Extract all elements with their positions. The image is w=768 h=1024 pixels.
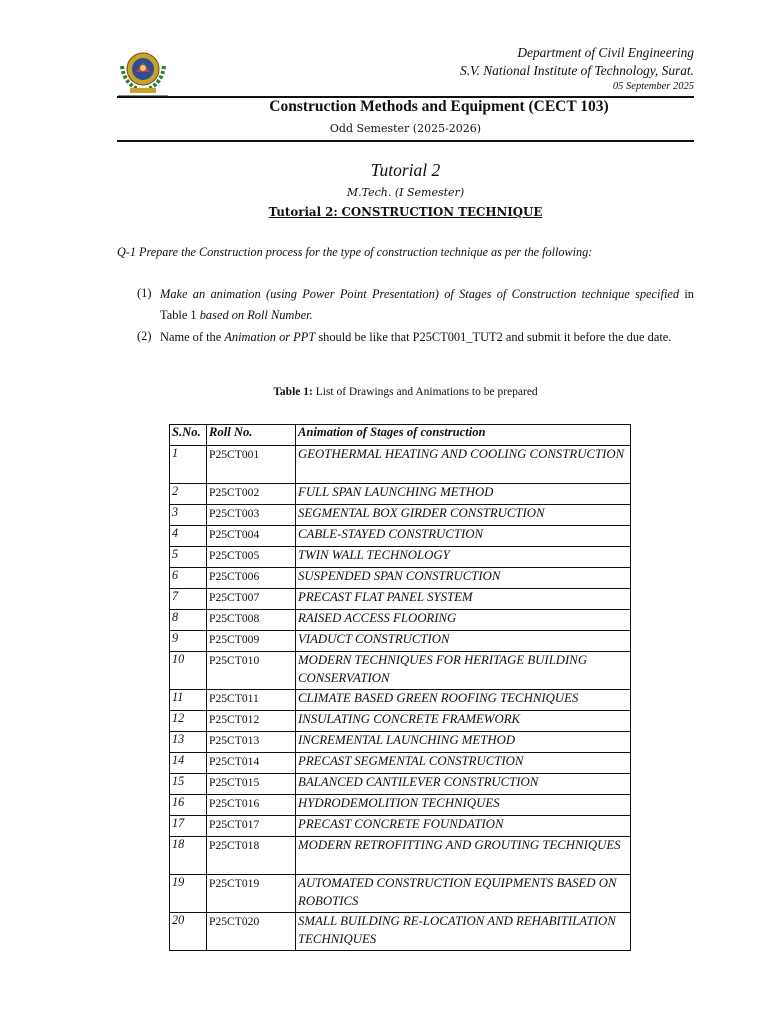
document-date: 05 September 2025 — [612, 81, 694, 92]
cell-roll: P25CT012 — [207, 711, 296, 732]
cell-sno: 18 — [170, 837, 207, 875]
cell-roll: P25CT016 — [207, 795, 296, 816]
cell-animation: CLIMATE BASED GREEN ROOFING TECHNIQUES — [296, 690, 631, 711]
cell-sno: 11 — [170, 690, 207, 711]
cell-roll: P25CT009 — [207, 631, 296, 652]
tutorial-heading-main: CONSTRUCTION TECHNIQUE — [341, 205, 543, 219]
cell-roll: P25CT004 — [207, 526, 296, 547]
table-row — [170, 547, 631, 568]
item-2-text — [160, 327, 694, 348]
cell-sno: 16 — [170, 795, 207, 816]
cell-roll: P25CT003 — [207, 505, 296, 526]
table-row — [170, 711, 631, 732]
header-animation: Animation of Stages of construction — [296, 425, 631, 446]
table-row — [170, 446, 631, 484]
tutorial-heading-prefix: Tutorial 2: — [268, 205, 338, 219]
tutorial-title: Tutorial 2 — [370, 160, 441, 180]
cell-roll: P25CT013 — [207, 732, 296, 753]
table-row — [170, 610, 631, 631]
cell-roll: P25CT001 — [207, 446, 296, 484]
cell-animation: TWIN WALL TECHNOLOGY — [296, 547, 631, 568]
cell-roll: P25CT002 — [207, 484, 296, 505]
course-title: Construction Methods and Equipment (CECT 103) — [269, 98, 609, 115]
cell-animation: PRECAST SEGMENTAL CONSTRUCTION — [296, 753, 631, 774]
cell-animation: SUSPENDED SPAN CONSTRUCTION — [296, 568, 631, 589]
cell-sno: 15 — [170, 774, 207, 795]
item-1-part-b: in Table 1 — [160, 287, 694, 322]
cell-sno: 1 — [170, 446, 207, 484]
table-row — [170, 505, 631, 526]
svnit-emblem-icon — [116, 44, 170, 98]
department-block — [380, 44, 694, 94]
table-row — [170, 652, 631, 690]
cell-animation: CABLE-STAYED CONSTRUCTION — [296, 526, 631, 547]
cell-sno: 4 — [170, 526, 207, 547]
cell-sno: 19 — [170, 875, 207, 913]
header-rule-bottom — [117, 140, 694, 142]
cell-sno: 7 — [170, 589, 207, 610]
table-header-row — [170, 425, 631, 446]
cell-sno: 20 — [170, 913, 207, 951]
table-row — [170, 875, 631, 913]
cell-animation: RAISED ACCESS FLOORING — [296, 610, 631, 631]
cell-roll: P25CT018 — [207, 837, 296, 875]
cell-roll: P25CT006 — [207, 568, 296, 589]
cell-animation: INCREMENTAL LAUNCHING METHOD — [296, 732, 631, 753]
item-2-part-a: Name of the — [160, 330, 225, 344]
cell-animation: FULL SPAN LAUNCHING METHOD — [296, 484, 631, 505]
cell-animation: PRECAST CONCRETE FOUNDATION — [296, 816, 631, 837]
item-1-number: (1) — [137, 286, 152, 300]
cell-roll: P25CT019 — [207, 875, 296, 913]
cell-animation: BALANCED CANTILEVER CONSTRUCTION — [296, 774, 631, 795]
table-row — [170, 837, 631, 875]
item-2-part-b: Animation or PPT — [224, 330, 316, 344]
table-row — [170, 732, 631, 753]
table-caption-text: List of Drawings and Animations to be prepared — [312, 386, 538, 398]
table-row — [170, 484, 631, 505]
cell-sno: 2 — [170, 484, 207, 505]
question-1: Q-1 Prepare the Construction process for the type of construction technique as per the following: — [117, 245, 593, 259]
header-sno: S.No. — [170, 425, 207, 446]
cell-roll: P25CT005 — [207, 547, 296, 568]
header-roll: Roll No. — [207, 425, 296, 446]
table-row — [170, 795, 631, 816]
animations-table — [169, 424, 631, 951]
cell-roll: P25CT015 — [207, 774, 296, 795]
cell-roll: P25CT007 — [207, 589, 296, 610]
cell-roll: P25CT014 — [207, 753, 296, 774]
cell-sno: 6 — [170, 568, 207, 589]
cell-roll: P25CT020 — [207, 913, 296, 951]
cell-animation: PRECAST FLAT PANEL SYSTEM — [296, 589, 631, 610]
cell-sno: 10 — [170, 652, 207, 690]
cell-roll: P25CT017 — [207, 816, 296, 837]
cell-sno: 13 — [170, 732, 207, 753]
tutorial-heading — [117, 205, 694, 219]
cell-animation: MODERN RETROFITTING AND GROUTING TECHNIQUES — [296, 837, 631, 875]
cell-animation: INSULATING CONCRETE FRAMEWORK — [296, 711, 631, 732]
cell-animation: GEOTHERMAL HEATING AND COOLING CONSTRUCTION — [296, 446, 631, 484]
cell-sno: 12 — [170, 711, 207, 732]
item-2-part-c: should be like that P25CT001_TUT2 and submit it before the due date. — [315, 330, 672, 344]
institute-name: S.V. National Institute of Technology, Surat. — [460, 63, 694, 78]
semester-label: Odd Semester (2025-2026) — [329, 122, 482, 135]
table-caption — [117, 386, 694, 398]
table-row — [170, 816, 631, 837]
cell-animation: SEGMENTAL BOX GIRDER CONSTRUCTION — [296, 505, 631, 526]
table-row — [170, 568, 631, 589]
item-2-number: (2) — [137, 329, 152, 343]
cell-sno: 3 — [170, 505, 207, 526]
table-row — [170, 913, 631, 951]
table-row — [170, 753, 631, 774]
cell-sno: 5 — [170, 547, 207, 568]
item-1-text — [160, 284, 694, 326]
department-name: Department of Civil Engineering — [517, 45, 694, 60]
cell-animation: MODERN TECHNIQUES FOR HERITAGE BUILDING CONSERVATION — [296, 652, 631, 690]
program-label: M.Tech. (I Semester) — [346, 186, 465, 199]
cell-animation: AUTOMATED CONSTRUCTION EQUIPMENTS BASED ON ROBOTICS — [296, 875, 631, 913]
item-1-part-c: based on Roll Number. — [199, 308, 313, 322]
cell-sno: 17 — [170, 816, 207, 837]
cell-roll: P25CT011 — [207, 690, 296, 711]
cell-animation: VIADUCT CONSTRUCTION — [296, 631, 631, 652]
table-caption-label: Table 1: — [273, 386, 313, 398]
cell-animation: HYDRODEMOLITION TECHNIQUES — [296, 795, 631, 816]
cell-sno: 9 — [170, 631, 207, 652]
table-row — [170, 526, 631, 547]
item-1-part-a: Make an animation (using Power Point Presentation) of Stages of Construction technique specified — [160, 287, 680, 301]
cell-animation: SMALL BUILDING RE-LOCATION AND REHABITILATION TECHNIQUES — [296, 913, 631, 951]
cell-sno: 14 — [170, 753, 207, 774]
table-row — [170, 690, 631, 711]
cell-sno: 8 — [170, 610, 207, 631]
cell-roll: P25CT008 — [207, 610, 296, 631]
table-row — [170, 589, 631, 610]
table-row — [170, 631, 631, 652]
table-row — [170, 774, 631, 795]
cell-roll: P25CT010 — [207, 652, 296, 690]
